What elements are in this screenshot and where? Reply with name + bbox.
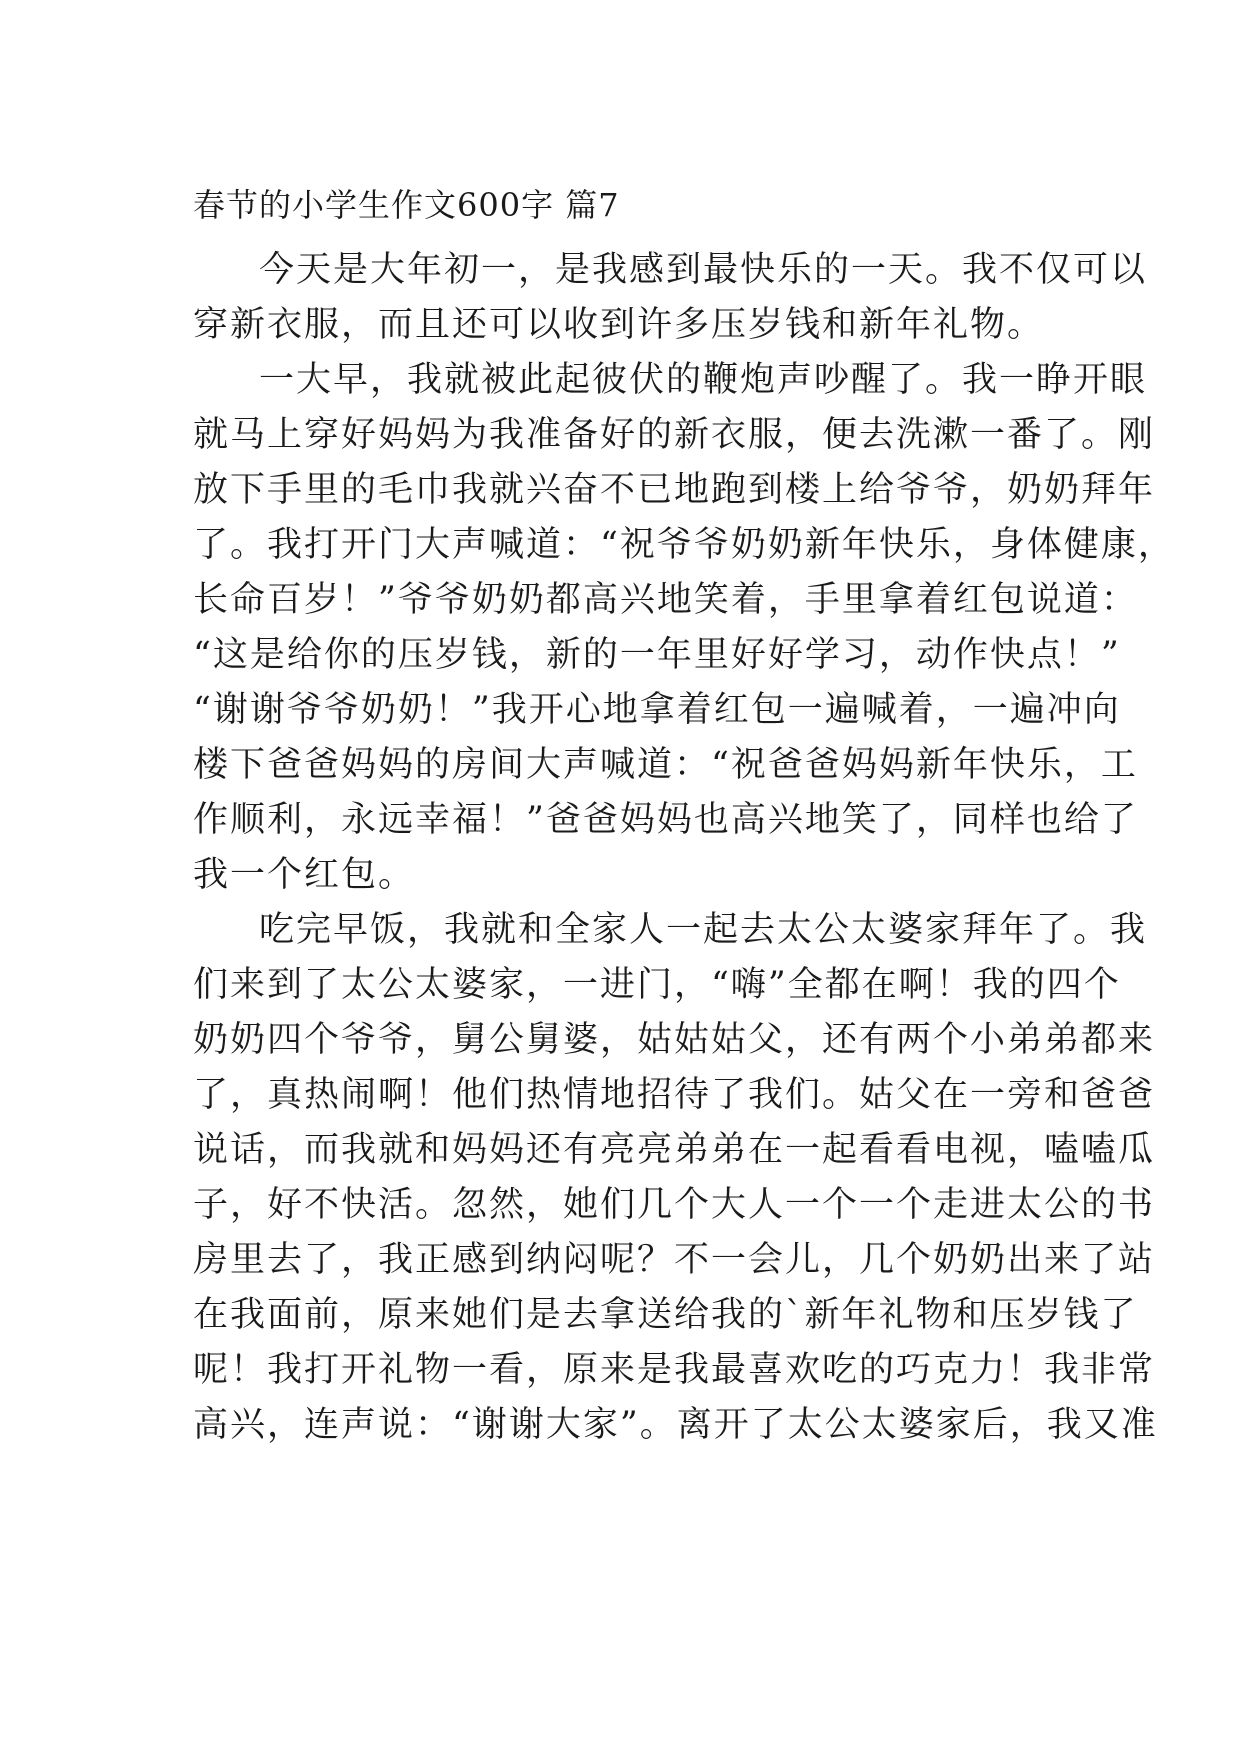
- paragraph-line: 我一个红包。: [193, 855, 416, 895]
- document-title: 春节的小学生作文600字 篇7: [193, 186, 620, 224]
- paragraph-line: 子，好不快活。忽然，她们几个大人一个一个走进太公的书: [193, 1185, 1156, 1225]
- paragraph-line: 就马上穿好妈妈为我准备好的新衣服，便去洗漱一番了。刚: [193, 415, 1156, 455]
- paragraph-line: 作顺利，永远幸福！”爸爸妈妈也高兴地笑了，同样也给了: [193, 800, 1138, 840]
- paragraph-line: 吃完早饭，我就和全家人一起去太公太婆家拜年了。我: [259, 910, 1148, 950]
- paragraph-line: 高兴，连声说：“谢谢大家”。离开了太公太婆家后，我又准: [193, 1405, 1158, 1445]
- paragraph-line: 楼下爸爸妈妈的房间大声喊道：“祝爸爸妈妈新年快乐，工: [193, 745, 1138, 785]
- paragraph-line: 呢！我打开礼物一看，原来是我最喜欢吃的巧克力！我非常: [193, 1350, 1156, 1390]
- paragraph-line: “这是给你的压岁钱，新的一年里好好学习，动作快点！”: [193, 635, 1121, 675]
- paragraph-line: 长命百岁！”爷爷奶奶都高兴地笑着，手里拿着红包说道：: [193, 580, 1138, 620]
- paragraph-line: 房里去了，我正感到纳闷呢？不一会儿，几个奶奶出来了站: [193, 1240, 1156, 1280]
- paragraph-line: 穿新衣服，而且还可以收到许多压岁钱和新年礼物。: [193, 305, 1045, 345]
- paragraph-line: “谢谢爷爷奶奶！”我开心地拿着红包一遍喊着，一遍冲向: [193, 690, 1121, 730]
- paragraph-line: 今天是大年初一，是我感到最快乐的一天。我不仅可以: [259, 250, 1148, 290]
- paragraph-line: 了，真热闹啊！他们热情地招待了我们。姑父在一旁和爸爸: [193, 1075, 1156, 1115]
- paragraph-line: 放下手里的毛巾我就兴奋不已地跑到楼上给爷爷，奶奶拜年: [193, 470, 1156, 510]
- paragraph-line: 奶奶四个爷爷，舅公舅婆，姑姑姑父，还有两个小弟弟都来: [193, 1020, 1156, 1060]
- paragraph-line: 一大早，我就被此起彼伏的鞭炮声吵醒了。我一睁开眼: [259, 360, 1148, 400]
- paragraph-line: 们来到了太公太婆家，一进门，“嗨”全都在啊！我的四个: [193, 965, 1121, 1005]
- paragraph-line: 在我面前，原来她们是去拿送给我的`新年礼物和压岁钱了: [193, 1295, 1138, 1335]
- paragraph-line: 说话，而我就和妈妈还有亮亮弟弟在一起看看电视，嗑嗑瓜: [193, 1130, 1156, 1170]
- paragraph-line: 了。我打开门大声喊道：“祝爷爷奶奶新年快乐，身体健康，: [193, 525, 1175, 565]
